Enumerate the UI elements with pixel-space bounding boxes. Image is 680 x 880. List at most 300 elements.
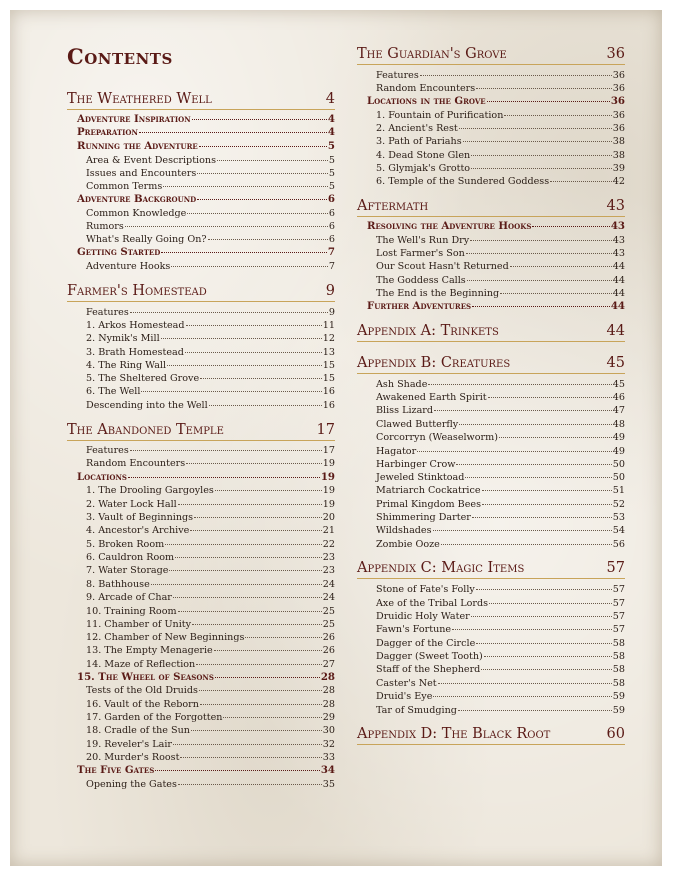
toc-entry-page: 16 [322,386,335,397]
toc-entry-label: 5. Glymjak's Grotto [376,163,471,174]
toc-leader-dots [186,324,322,326]
toc-entry-page: 20 [322,512,335,523]
toc-entry[interactable] [376,418,625,431]
toc-entry-label: Common Knowledge [86,208,187,219]
toc-leader-dots [471,615,612,617]
toc-leader-dots [452,628,612,630]
toc-section-label: The Weathered Well [67,91,212,107]
toc-entry-label: Random Encounters [86,458,186,469]
toc-subsection-entry[interactable] [77,113,335,126]
toc-entry-label: Clawed Butterfly [376,419,459,430]
toc-entry-label: Fawn's Fortune [376,624,452,635]
toc-entry-page: 32 [322,739,335,750]
toc-entry[interactable] [86,154,335,167]
toc-leader-dots [487,100,610,102]
toc-entry-label: Shimmering Darter [376,512,471,523]
toc-entry-page: 6 [327,193,335,205]
toc-entry-label: 5. Broken Room [86,539,165,550]
toc-leader-dots [459,423,612,425]
toc-entry-label: 4. The Ring Wall [86,360,167,371]
toc-entry-label: 1. The Drooling Gargoyles [86,485,214,496]
toc-entry-page: 56 [612,539,625,550]
toc-entry-label: 2. Water Lock Hall [86,499,177,510]
toc-entry[interactable] [376,597,625,610]
toc-entry[interactable] [376,404,625,417]
toc-entry-label: 2. Ancient's Rest [376,123,458,134]
toc-leader-dots [484,655,612,657]
toc-leader-dots [459,127,612,129]
toc-subsection-entry[interactable] [77,126,335,139]
toc-section-page: 36 [606,46,625,62]
toc-entry-page: 58 [612,651,625,662]
toc-leader-dots [165,543,322,545]
toc-entry-label: Staff of the Shepherd [376,664,481,675]
page-title: Contents [67,44,173,69]
toc-entry[interactable] [86,457,335,470]
toc-entry-label: 6. The Well [86,386,141,397]
toc-leader-dots [245,636,321,638]
toc-leader-dots [441,543,612,545]
toc-entry[interactable] [376,162,625,175]
toc-entry-label: Issues and Encounters [86,168,197,179]
toc-entry-page: 7 [327,246,335,258]
toc-section-page: 4 [325,91,335,107]
toc-entry-page: 19 [322,499,335,510]
toc-entry[interactable] [86,618,335,631]
toc-entry[interactable] [376,623,625,636]
toc-entry-page: 33 [322,752,335,763]
toc-entry[interactable] [376,82,625,95]
toc-leader-dots [125,225,328,227]
toc-entry[interactable] [376,135,625,148]
toc-entry[interactable] [376,583,625,596]
toc-entry-label: Area & Event Descriptions [86,155,216,166]
toc-entry-label: Random Encounters [376,83,476,94]
toc-entry-label: 4. Ancestor's Archive [86,525,190,536]
toc-leader-dots [194,516,322,518]
toc-entry-label: 20. Murder's Roost [86,752,180,763]
toc-entry-label: 8. Bathhouse [86,579,150,590]
toc-entry-label: Locations in the Grove [367,95,486,107]
toc-entry-page: 28 [320,671,335,683]
toc-entry[interactable] [86,551,335,564]
toc-entry-label: Caster's Net [376,678,437,689]
toc-entry[interactable] [376,704,625,717]
toc-entry[interactable] [376,650,625,663]
toc-entry-page: 5 [328,181,335,192]
toc-entry-label: Locations [77,471,127,483]
toc-section-page: 44 [606,323,625,339]
toc-entry[interactable] [86,538,335,551]
toc-entry-label: Descending into the Well [86,400,208,411]
toc-entry-label: Features [86,445,129,456]
toc-section-heading[interactable] [357,726,625,745]
toc-leader-dots [155,769,320,771]
toc-entry[interactable] [86,591,335,604]
toc-entry-page: 58 [612,664,625,675]
toc-leader-dots [458,709,612,711]
toc-entry-page: 7 [328,261,335,272]
toc-leader-dots [433,695,611,697]
toc-entry-page: 43 [612,235,625,246]
toc-entry-label: Opening the Gates [86,779,177,790]
toc-entry-label: 3. Brath Homestead [86,347,184,358]
toc-entry-page: 34 [320,764,335,776]
toc-entry[interactable] [376,637,625,650]
toc-leader-dots [215,489,322,491]
toc-entry-page: 12 [322,333,335,344]
toc-entry-page: 24 [322,592,335,603]
toc-section-page: 60 [606,726,625,742]
toc-entry-label: Matriarch Cockatrice [376,485,481,496]
toc-entry[interactable] [86,578,335,591]
toc-entry-page: 38 [612,150,625,161]
toc-entry-label: 16. Vault of the Reborn [86,699,199,710]
toc-entry[interactable] [376,458,625,471]
toc-entry-label: Lost Farmer's Son [376,248,465,259]
toc-leader-dots [197,198,327,200]
toc-entry-label: Stone of Fate's Folly [376,584,475,595]
toc-subsection-entry[interactable] [77,140,335,153]
toc-entry[interactable] [376,234,625,247]
toc-entry-label: Tar of Smudging [376,705,457,716]
toc-entry-label: 6. Temple of the Sundered Goddess [376,176,550,187]
toc-entry-label: Dagger (Sweet Tooth) [376,651,483,662]
toc-entry-page: 44 [612,275,625,286]
toc-section-label: Appendix D: The Black Root [357,726,551,742]
toc-entry-page: 15 [322,360,335,371]
toc-entry-label: Dagger of the Circle [376,638,476,649]
toc-entry-page: 59 [612,705,625,716]
toc-entry-page: 5 [328,168,335,179]
toc-entry[interactable] [86,167,335,180]
toc-section-heading[interactable] [67,283,335,302]
toc-section-label: The Guardian's Grove [357,46,507,62]
toc-entry[interactable] [86,332,335,345]
toc-entry[interactable] [86,319,335,332]
toc-entry-page: 19 [322,458,335,469]
toc-leader-dots [438,682,612,684]
toc-entry-page: 48 [612,419,625,430]
toc-entry-label: 6. Cauldron Room [86,552,175,563]
toc-entry-label: 7. Water Storage [86,565,169,576]
toc-subsection-entry[interactable] [367,220,625,233]
toc-entry[interactable] [376,498,625,511]
toc-entry[interactable] [376,378,625,391]
toc-entry-page: 42 [612,176,625,187]
toc-entry-label: Features [376,70,419,81]
toc-leader-dots [185,351,322,353]
toc-leader-dots [434,409,612,411]
toc-leader-dots [187,212,328,214]
toc-entry[interactable] [376,610,625,623]
toc-leader-dots [476,642,612,644]
toc-section-page: 9 [325,283,335,299]
toc-subsection-entry[interactable] [77,471,335,484]
toc-section-heading[interactable] [67,422,335,441]
toc-subsection-entry[interactable] [367,95,625,108]
toc-leader-dots [192,623,322,625]
toc-entry-page: 49 [612,446,625,457]
toc-leader-dots [489,602,612,604]
toc-leader-dots [481,668,611,670]
toc-entry[interactable] [376,109,625,122]
toc-leader-dots [178,610,322,612]
toc-section-label: Appendix B: Creatures [357,355,511,371]
toc-entry[interactable] [86,605,335,618]
toc-entry[interactable] [86,359,335,372]
toc-entry[interactable] [376,274,625,287]
toc-leader-dots [130,311,328,313]
toc-entry[interactable] [86,778,335,791]
toc-entry[interactable] [86,564,335,577]
toc-entry[interactable] [86,233,335,246]
toc-entry-label: Adventure Hooks [86,261,171,272]
toc-entry[interactable] [86,631,335,644]
toc-section-page: 45 [606,355,625,371]
toc-entry[interactable] [86,658,335,671]
toc-leader-dots [128,476,320,478]
toc-entry-page: 57 [612,584,625,595]
toc-entry[interactable] [376,69,625,82]
toc-entry-page: 52 [612,499,625,510]
toc-entry[interactable] [376,663,625,676]
toc-entry[interactable] [376,524,625,537]
toc-entry[interactable] [376,484,625,497]
toc-leader-dots [197,172,328,174]
toc-section-heading[interactable] [357,323,625,342]
toc-entry-page: 36 [612,110,625,121]
toc-entry[interactable] [86,751,335,764]
toc-section-heading[interactable] [357,355,625,374]
toc-entry[interactable] [86,220,335,233]
toc-leader-dots [488,396,612,398]
toc-entry[interactable] [376,538,625,551]
toc-leader-dots [200,703,322,705]
toc-leader-dots [141,390,321,392]
toc-entry-page: 36 [612,70,625,81]
toc-entry[interactable] [86,724,335,737]
toc-leader-dots [192,118,327,120]
toc-entry[interactable] [376,391,625,404]
toc-entry-page: 6 [328,221,335,232]
toc-entry-page: 50 [612,459,625,470]
toc-section-label: Aftermath [357,198,429,214]
toc-entry[interactable] [376,175,625,188]
toc-entry-page: 39 [612,163,625,174]
toc-entry-label: Harbinger Crow [376,459,456,470]
toc-subsection-entry[interactable] [77,671,335,684]
toc-leader-dots [191,729,322,731]
toc-entry[interactable] [86,698,335,711]
toc-entry-page: 19 [320,471,335,483]
toc-leader-dots [173,743,322,745]
toc-entry[interactable] [86,385,335,398]
toc-leader-dots [532,225,609,227]
toc-leader-dots [151,583,322,585]
toc-entry-label: Resolving the Adventure Hooks [367,220,532,232]
toc-leader-dots [171,265,328,267]
toc-leader-dots [476,87,612,89]
toc-entry-label: 4. Dead Stone Glen [376,150,471,161]
toc-entry[interactable] [376,677,625,690]
toc-entry-label: Awakened Earth Spirit [376,392,487,403]
toc-leader-dots [465,476,611,478]
toc-entry-label: Primal Kingdom Bees [376,499,481,510]
toc-leader-dots [470,239,612,241]
toc-entry[interactable] [86,738,335,751]
toc-leader-dots [476,588,612,590]
toc-entry[interactable] [376,260,625,273]
toc-leader-dots [175,556,322,558]
contents-page [10,10,662,866]
toc-section-label: The Abandoned Temple [67,422,224,438]
toc-leader-dots [199,689,322,691]
toc-entry-page: 36 [612,123,625,134]
toc-leader-dots [190,529,321,531]
toc-entry-page: 59 [612,691,625,702]
toc-entry-page: 35 [322,779,335,790]
toc-leader-dots [456,463,611,465]
toc-entry-page: 15 [322,373,335,384]
toc-leader-dots [550,180,612,182]
toc-entry-page: 58 [612,638,625,649]
toc-entry[interactable] [86,444,335,457]
toc-entry[interactable] [86,484,335,497]
toc-entry-page: 6 [328,208,335,219]
toc-entry[interactable] [376,431,625,444]
toc-leader-dots [186,462,322,464]
toc-entry-label: 14. Maze of Reflection [86,659,196,670]
toc-entry-page: 5 [328,155,335,166]
toc-entry[interactable] [86,498,335,511]
toc-entry[interactable] [86,684,335,697]
toc-leader-dots [471,167,612,169]
toc-entry-label: Hagator [376,446,417,457]
toc-leader-dots [215,676,320,678]
toc-entry-label: Wildshades [376,525,432,536]
toc-leader-dots [199,145,327,147]
toc-entry-label: Getting Started [77,246,161,258]
toc-entry[interactable] [376,471,625,484]
toc-entry-page: 43 [610,220,625,232]
toc-section-label: Farmer's Homestead [67,283,207,299]
toc-entry-label: 9. Arcade of Char [86,592,172,603]
toc-entry-page: 36 [612,83,625,94]
toc-entry-page: 49 [612,432,625,443]
toc-entry-label: The Five Gates [77,764,155,776]
toc-entry[interactable] [376,122,625,135]
toc-entry-label: Jeweled Stinktoad [376,472,465,483]
toc-entry[interactable] [86,306,335,319]
toc-entry-page: 51 [612,485,625,496]
toc-entry[interactable] [376,149,625,162]
toc-entry-page: 4 [327,126,335,138]
toc-leader-dots [173,596,322,598]
toc-entry-label: Our Scout Hasn't Returned [376,261,509,272]
toc-leader-dots [223,716,321,718]
toc-entry[interactable] [86,207,335,220]
toc-leader-dots [472,305,610,307]
toc-leader-dots [161,337,322,339]
toc-entry-label: The Well's Run Dry [376,235,470,246]
toc-section-label: Appendix C: Magic Items [357,560,525,576]
toc-entry-page: 54 [612,525,625,536]
toc-entry-label: 18. Cradle of the Sun [86,725,190,736]
toc-subsection-entry[interactable] [77,193,335,206]
toc-entry[interactable] [376,247,625,260]
toc-subsection-entry[interactable] [77,246,335,259]
toc-leader-dots [463,140,612,142]
toc-entry[interactable] [86,180,335,193]
toc-entry-page: 11 [322,320,335,331]
toc-entry[interactable] [86,260,335,273]
toc-entry[interactable] [376,445,625,458]
toc-entry[interactable] [376,287,625,300]
toc-leader-dots [209,404,322,406]
toc-section-page: 43 [606,198,625,214]
toc-leader-dots [214,649,322,651]
toc-leader-dots [169,569,321,571]
toc-entry-label: Features [86,307,129,318]
toc-section-heading[interactable] [67,91,335,110]
toc-entry-page: 44 [612,288,625,299]
toc-entry-label: 3. Vault of Beginnings [86,512,194,523]
toc-section-heading[interactable] [357,198,625,217]
toc-entry-page: 23 [322,552,335,563]
toc-entry-label: Adventure Inspiration [77,113,191,125]
toc-leader-dots [433,529,612,531]
toc-entry-page: 38 [612,136,625,147]
toc-entry-page: 16 [322,400,335,411]
toc-section-heading[interactable] [357,46,625,65]
toc-entry[interactable] [86,511,335,524]
toc-leader-dots [180,756,321,758]
toc-leader-dots [482,489,612,491]
toc-entry-label: What's Really Going On? [86,234,207,245]
toc-subsection-entry[interactable] [367,300,625,313]
toc-entry[interactable] [86,399,335,412]
toc-entry[interactable] [376,690,625,703]
toc-entry[interactable] [86,346,335,359]
toc-entry-label: 15. The Wheel of Seasons [77,671,214,683]
toc-entry[interactable] [86,524,335,537]
toc-leader-dots [466,252,612,254]
toc-entry-page: 9 [328,307,335,318]
toc-entry-label: Zombie Ooze [376,539,440,550]
toc-subsection-entry[interactable] [77,764,335,777]
toc-leader-dots [178,783,322,785]
toc-entry-page: 17 [322,445,335,456]
toc-entry-label: Preparation [77,126,138,138]
toc-entry-page: 44 [610,300,625,312]
toc-entry-label: 1. Fountain of Purification [376,110,504,121]
toc-leader-dots [200,377,322,379]
toc-entry-page: 24 [322,579,335,590]
toc-leader-dots [196,663,322,665]
toc-entry-label: 17. Garden of the Forgotten [86,712,223,723]
toc-entry[interactable] [86,644,335,657]
toc-entry[interactable] [376,511,625,524]
toc-entry[interactable] [86,372,335,385]
toc-entry-label: Common Terms [86,181,163,192]
toc-entry-page: 6 [328,234,335,245]
toc-entry[interactable] [86,711,335,724]
toc-section-heading[interactable] [357,560,625,579]
toc-entry-page: 53 [612,512,625,523]
toc-entry-label: 3. Path of Pariahs [376,136,462,147]
toc-entry-page: 29 [322,712,335,723]
